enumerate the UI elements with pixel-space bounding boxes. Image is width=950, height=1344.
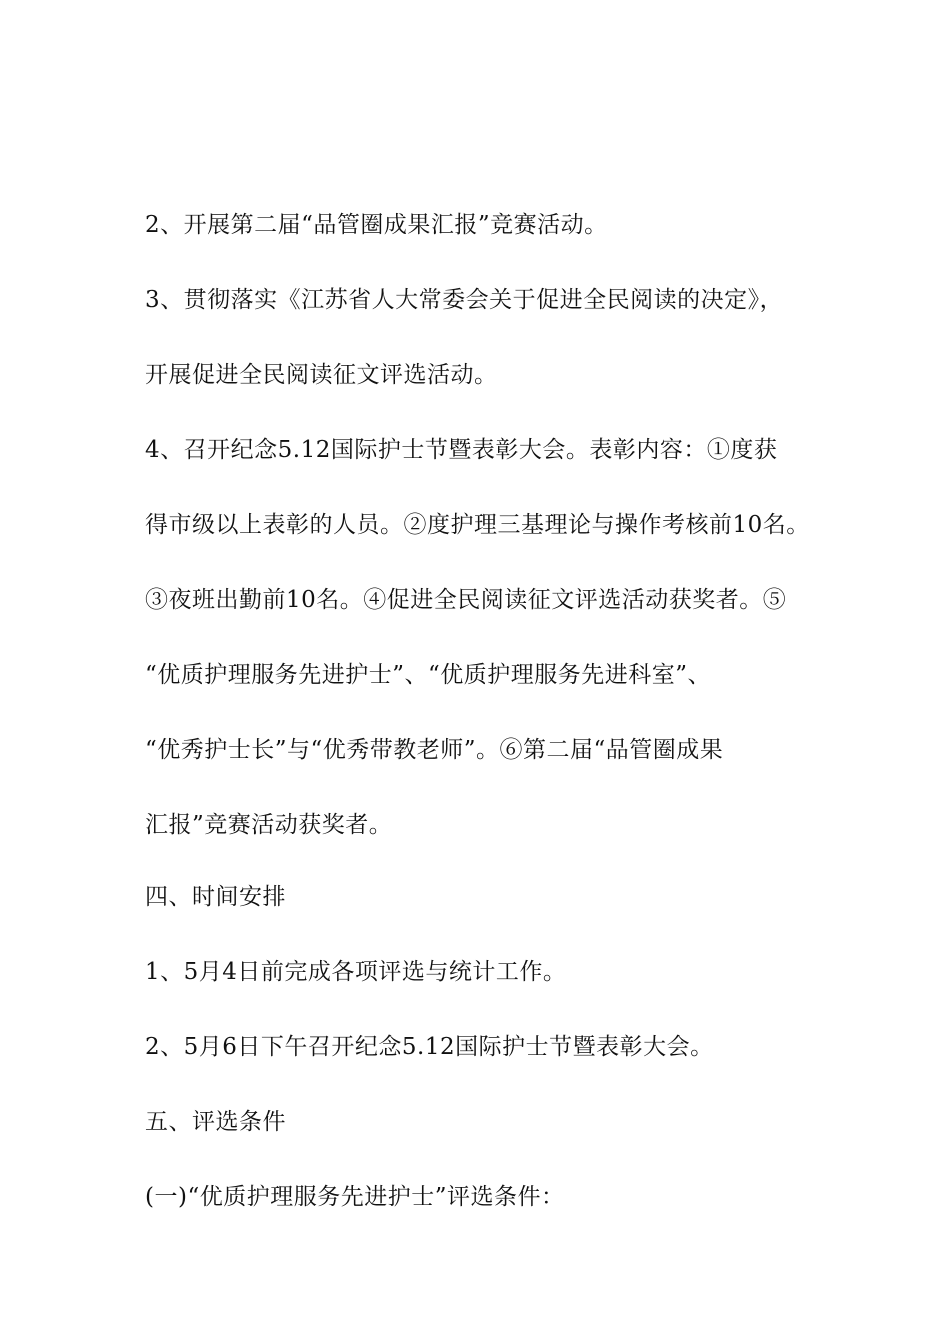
paragraph-line-commendation-2: 得市级以上表彰的人员。②度护理三基理论与操作考核前10名。 xyxy=(145,512,810,538)
paragraph-line-item-4-nurses-day: 4、召开纪念5.12国际护士节暨表彰大会。表彰内容：①度获 xyxy=(145,437,778,463)
paragraph-line-item-3-reading-decision: 3、贯彻落实《江苏省人大常委会关于促进全民阅读的决定》， xyxy=(145,287,784,313)
schedule-item-2: 2、5月6日下午召开纪念5.12国际护士节暨表彰大会。 xyxy=(145,1034,714,1060)
paragraph-line-commendation-5b-6: “优秀护士长”与“优秀带教老师”。⑥第二届“品管圈成果 xyxy=(145,737,724,763)
paragraph-line-commendation-3-4: ③夜班出勤前10名。④促进全民阅读征文评选活动获奖者。⑤ xyxy=(145,587,787,613)
paragraph-line-item-2-quality-circle: 2、开展第二届“品管圈成果汇报”竞赛活动。 xyxy=(145,212,608,238)
criteria-subheading-1: (一)“优质护理服务先进护士”评选条件： xyxy=(145,1184,565,1210)
paragraph-line-commendation-5a: “优质护理服务先进护士”、“优质护理服务先进科室”、 xyxy=(145,662,712,688)
paragraph-line-reading-essay: 开展促进全民阅读征文评选活动。 xyxy=(145,362,498,388)
section-heading-criteria: 五、评选条件 xyxy=(145,1109,286,1135)
paragraph-line-commendation-6-end: 汇报”竞赛活动获奖者。 xyxy=(145,812,393,838)
section-heading-schedule: 四、时间安排 xyxy=(145,884,286,910)
schedule-item-1: 1、5月4日前完成各项评选与统计工作。 xyxy=(145,959,567,985)
